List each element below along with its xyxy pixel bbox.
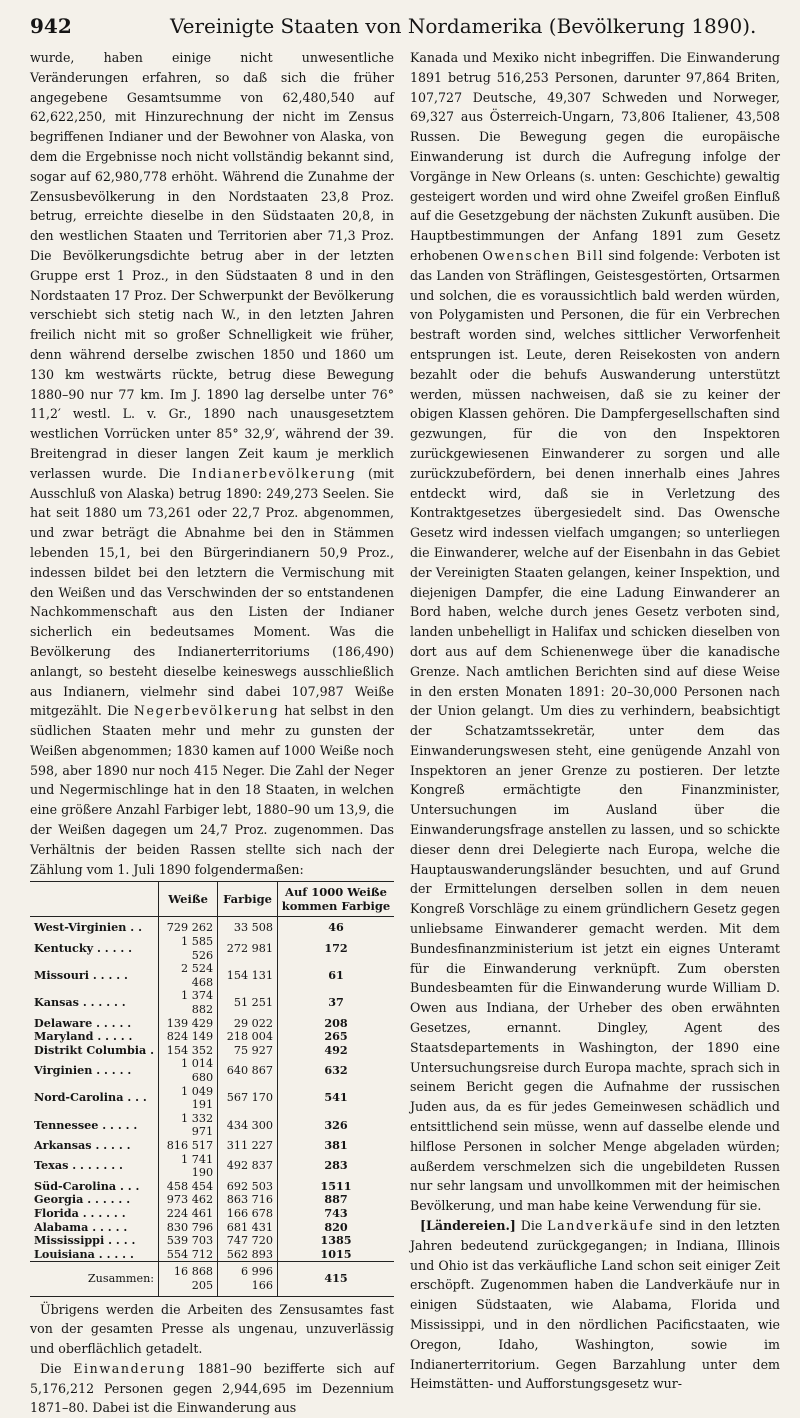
state-cell: Florida . . . . . . bbox=[34, 1205, 126, 1220]
value-cell: 554 712 bbox=[159, 1248, 218, 1262]
page-number: 942 bbox=[30, 14, 72, 38]
value-cell: 1511 bbox=[278, 1180, 395, 1194]
value-cell: 973 462 bbox=[159, 1193, 218, 1207]
state-cell: West-Virginien . . bbox=[34, 920, 142, 935]
state-cell: Missouri . . . . . bbox=[34, 968, 128, 983]
state-cell: Arkansas . . . . . bbox=[34, 1137, 131, 1152]
value-cell: 283 bbox=[278, 1153, 395, 1180]
value-cell: 1015 bbox=[278, 1248, 395, 1262]
table-row bbox=[30, 1085, 394, 1112]
table-row bbox=[30, 1234, 394, 1248]
table-row bbox=[30, 1057, 394, 1084]
table-header: Farbige bbox=[218, 882, 278, 917]
running-title: Vereinigte Staaten von Nordamerika (Bevölkerung 1890). bbox=[170, 14, 757, 38]
spaced-term: Negerbevölkerung bbox=[133, 703, 280, 719]
text: Kanada und Mexiko nicht inbegriffen. Die Einwanderung 1891 betrug 516,253 Personen, darunter 97,864 Briten, 107,727 Deutsche, 49,307 Schweden und Norweger, 69,327 aus Österreich-Ungarn, 73,806 Italiener, 43,508 Russen. Die Bewegung gegen die europäische Einwanderung ist durch die Aufregung infolge der Vorgänge in New Orleans (s. unten: Geschichte) gewaltig gesteigert worden und wird ohne Zweifel großen Einfluß auf die Gesetzgebung der nächsten Zukunft ausüben. Die Hauptbestimmungen der Anfang 1891 zum Gesetz erhobenen bbox=[410, 50, 780, 263]
state-cell: Alabama . . . . . bbox=[34, 1219, 128, 1234]
left-column bbox=[30, 48, 394, 1418]
value-cell: 2 524 468 bbox=[159, 962, 218, 989]
value-cell: 51 251 bbox=[218, 989, 278, 1016]
population-table bbox=[30, 881, 394, 1296]
text: Die bbox=[520, 1218, 543, 1234]
table-body bbox=[30, 917, 394, 1296]
value-cell: 492 bbox=[278, 1044, 395, 1058]
value-cell: 1 741 190 bbox=[159, 1153, 218, 1180]
table-header bbox=[30, 882, 159, 917]
state-cell: Delaware . . . . . bbox=[34, 1015, 132, 1030]
state-cell: Kentucky . . . . . bbox=[34, 940, 133, 955]
value-cell: 265 bbox=[278, 1030, 395, 1044]
value-cell: 539 703 bbox=[159, 1234, 218, 1248]
value-cell: 562 893 bbox=[218, 1248, 278, 1262]
right-column bbox=[410, 48, 780, 1394]
state-cell: Distrikt Columbia . bbox=[34, 1042, 155, 1057]
value-cell: 567 170 bbox=[218, 1085, 278, 1112]
state-cell: Maryland . . . . . bbox=[34, 1029, 133, 1044]
state-cell: Süd-Carolina . . . bbox=[34, 1178, 140, 1193]
table-row bbox=[30, 989, 394, 1016]
value-cell: 743 bbox=[278, 1207, 395, 1221]
state-cell: Mississippi . . . . bbox=[34, 1233, 136, 1248]
state-cell: Texas . . . . . . . bbox=[34, 1158, 123, 1173]
spaced-term: Indianerbevölkerung bbox=[191, 465, 357, 481]
value-cell: 640 867 bbox=[218, 1057, 278, 1084]
table-row bbox=[30, 1248, 394, 1262]
text: hat selbst in den südlichen Staaten mehr und mehr zu gunsten der Weißen abgenommen; 1830 kamen auf 1000 Weiße noch 598, aber 1890 nur noch 415 Neger. Die Zahl der Neger und Negermischlinge hat in den 18 Staaten, in welchen eine größere Anzahl Farbiger lebt, 1880–90 um 13,9, die der Weißen dagegen um 24,7 Proz. zugenommen. Das Verhältnis der beiden Rassen stellte sich nach der Zählung vom 1. Juli 1890 folgendermaßen: bbox=[30, 703, 394, 877]
state-cell: Nord-Carolina . . . bbox=[34, 1090, 147, 1105]
value-cell: 272 981 bbox=[218, 935, 278, 962]
value-cell: 820 bbox=[278, 1221, 395, 1235]
value-cell: 139 429 bbox=[159, 1017, 218, 1031]
state-cell: Virginien . . . . . bbox=[34, 1063, 132, 1078]
state-cell: Tennessee . . . . . bbox=[34, 1117, 138, 1132]
value-cell: 816 517 bbox=[159, 1139, 218, 1153]
state-cell: Kansas . . . . . . bbox=[34, 995, 126, 1010]
value-cell: 224 461 bbox=[159, 1207, 218, 1221]
value-cell: 218 004 bbox=[218, 1030, 278, 1044]
spaced-term: Owenschen Bill bbox=[482, 247, 605, 263]
value-cell: 1385 bbox=[278, 1234, 395, 1248]
total-value: 415 bbox=[278, 1262, 395, 1296]
value-cell: 29 022 bbox=[218, 1017, 278, 1031]
section-marker: [Ländereien.] bbox=[420, 1218, 516, 1234]
table-row bbox=[30, 1221, 394, 1235]
table-header: Weiße bbox=[159, 882, 218, 917]
value-cell: 824 149 bbox=[159, 1030, 218, 1044]
value-cell: 75 927 bbox=[218, 1044, 278, 1058]
spaced-term: Landverkäufe bbox=[547, 1218, 655, 1234]
value-cell: 692 503 bbox=[218, 1180, 278, 1194]
text: sind in den letzten Jahren bedeutend zurückgegangen; in Indiana, Illinois und Ohio ist das verkäufliche Land schon seit einiger Zeit erschöpft. Zugenommen haben die Landverkäufe nur in einigen Südstaaten, wie Alabama, Florida und Mississippi, und in den nördlichen Pacificstaaten, wie Oregon, Idaho, Washington, sowie im Indianerterritorium. Gegen Barzahlung unter dem Heimstätten- und Aufforstungsgesetz wur- bbox=[410, 1218, 780, 1392]
spaced-term: Einwanderung bbox=[73, 1360, 186, 1376]
value-cell: 37 bbox=[278, 989, 395, 1016]
value-cell: 458 454 bbox=[159, 1180, 218, 1194]
table-row bbox=[30, 1139, 394, 1153]
value-cell: 326 bbox=[278, 1112, 395, 1139]
table-row bbox=[30, 1180, 394, 1194]
table-row bbox=[30, 1207, 394, 1221]
table-row bbox=[30, 1112, 394, 1139]
table-row bbox=[30, 1193, 394, 1207]
table-header: Auf 1000 Weiße kommen Farbige bbox=[278, 882, 395, 917]
table-row bbox=[30, 935, 394, 962]
value-cell: 887 bbox=[278, 1193, 395, 1207]
value-cell: 1 049 191 bbox=[159, 1085, 218, 1112]
table-row bbox=[30, 1044, 394, 1058]
value-cell: 208 bbox=[278, 1017, 395, 1031]
value-cell: 632 bbox=[278, 1057, 395, 1084]
state-cell: Louisiana . . . . . bbox=[34, 1246, 134, 1261]
table-row bbox=[30, 917, 394, 935]
value-cell: 1 014 680 bbox=[159, 1057, 218, 1084]
value-cell: 311 227 bbox=[218, 1139, 278, 1153]
value-cell: 863 716 bbox=[218, 1193, 278, 1207]
table-total-row bbox=[30, 1262, 394, 1296]
value-cell: 61 bbox=[278, 962, 395, 989]
total-value: 16 868 205 bbox=[159, 1262, 218, 1296]
value-cell: 1 374 882 bbox=[159, 989, 218, 1016]
value-cell: 1 585 526 bbox=[159, 935, 218, 962]
left-paragraph-1 bbox=[30, 48, 394, 879]
value-cell: 1 332 971 bbox=[159, 1112, 218, 1139]
text: (mit Ausschluß von Alaska) betrug 1890: 249,273 Seelen. Sie hat seit 1880 um 73,261 oder 22,7 Proz. abgenommen, und zwar beträgt die Abnahme bei den in Stämmen lebenden 15,1, bei den Bürgerindianern 50,9 Proz., indessen bildet bei den letztern die Vermischung mit den Weißen und das Verschwinden der so entstandenen Nachkommenschaft aus den Listen der Indianer sicherlich ein bedeutsames Moment. Was die Bevölkerung des Indianerterritoriums (186,490) anlangt, so besteht dieselbe keineswegs ausschließlich aus Indianern, vielmehr sind dabei 107,987 Weiße mitgezählt. Die bbox=[30, 465, 394, 719]
value-cell: 381 bbox=[278, 1139, 395, 1153]
value-cell: 830 796 bbox=[159, 1221, 218, 1235]
left-paragraph-2: Übrigens werden die Arbeiten des Zensusamtes fast von der gesamten Presse als ungenau, unzuverlässig und oberflächlich getadelt. bbox=[30, 1301, 394, 1357]
value-cell: 681 431 bbox=[218, 1221, 278, 1235]
right-paragraph-1 bbox=[410, 48, 780, 1216]
value-cell: 154 131 bbox=[218, 962, 278, 989]
value-cell: 172 bbox=[278, 935, 395, 962]
text: sind folgende: Verboten ist das Landen von Sträflingen, Geistesgestörten, Ortsarmen und solchen, die es voraussichtlich bald werden würden, von Polygamisten und Personen, die für ein Verbrechen bestraft worden sind, welches sittlicher Verworfenheit entsprungen ist. Leute, deren Reisekosten von andern bezahlt oder die behufs Auswanderung unterstützt werden, müssen nachweisen, daß sie zu keiner der obigen Klassen gehören. Die Dampfergesellschaften sind gezwungen, für die von den Inspektoren zurückgewiesenen Einwanderer zu sorgen und alle zurückzubefördern, bei denen innerhalb eines Jahres entdeckt wird, daß sie in Verletzung des Kontraktgesetzes übergesiedelt sind. Das Owensche Gesetz wird indessen vielfach umgangen; so unterliegen die Einwanderer, welche auf der Eisenbahn in das Gebiet der Vereinigten Staaten gelangen, keiner Inspektion, und diejenigen Dampfer, die eine Ladung Einwanderer an Bord haben, welche durch jenes Gesetz verboten sind, landen unbehelligt in Halifax und schicken dieselben von dort aus auf dem Schienenwege über die kanadische Grenze. Nach amtlichen Berichten sind auf diese Weise in den ersten Monaten 1891: 20–30,000 Personen nach der Union gelangt. Um dies zu verhindern, beabsichtigt der Schatzamtssekretär, unter dem das Einwanderungswesen steht, eine genügende Anzahl von Inspektoren an jener Grenze zu postieren. Der letzte Kongreß ermächtigte den Finanzminister, Untersuchungen im Ausland über die Einwanderungsfrage anstellen zu lassen, und so schickte dieser denn drei Delegierte nach Europa, welche die Hauptauswanderungsländer besuchten, und auf Grund der Ermittelungen derselben sollen in dem neuen Kongreß Vorschläge zu einem gründlichern Gesetz gegen unliebsame Einwanderer gemacht werden. Mit dem Bundesfinanzministerium ist jetzt ein eignes Unteramt für die Einwanderung verknüpft. Zum obersten Bundesbeamten für die Einwanderung wurde William D. Owen aus Indiana, der Urheber des oben erwähnten Gesetzes, ernannt. Dingley, Agent des Staatsdepartements in Washington, der 1890 eine Untersuchungsreise durch Europa machte, sprach sich in seinem Bericht gegen die Aufnahme der russischen Juden aus, da es für jedes Gemeinwesen schädlich und entsittlichend sein müsse, wenn auf dasselbe elende und hilflose Personen in solcher Menge abgeladen würden; außerdem verschmelzen sich die ungebildeten Russen nur sehr langsam und unvollkommen mit der heimischen Bevölkerung, und man habe keine Verwendung für sie. bbox=[410, 247, 780, 1214]
left-paragraph-3 bbox=[30, 1359, 394, 1418]
total-value: 6 996 166 bbox=[218, 1262, 278, 1296]
text: wurde, haben einige nicht unwesentliche Veränderungen erfahren, so daß sich die früher angegebene Gesamtsumme von 62,480,540 auf 62,622,250, mit Hinzurechnung der nicht im Zensus begriffenen Indianer und der Bewohner von Alaska, von dem die Ergebnisse noch nicht vollständig bekannt sind, sogar auf 62,980,778 erhöht. Während die Zunahme der Zensusbevölkerung in den Nordstaaten 23,8 Proz. betrug, erreichte dieselbe in den Südstaaten 20,8, in den westlichen Staaten und Territorien aber 71,3 Proz. Die Bevölkerungsdichte betrug aber in der letzten Gruppe erst 1 Proz., in den Südstaaten 8 und in den Nordstaaten 17 Proz. Der Schwerpunkt der Bevölkerung verschiebt sich stetig nach W., in den letzten Jahren freilich nicht mit so großer Schnelligkeit wie früher, denn während derselbe zwischen 1850 und 1860 um 130 km westwärts rückte, betrug diese Bewegung 1880–90 nur 77 km. Im J. 1890 lag derselbe unter 76° 11,2′ westl. L. v. Gr., 1890 nach unausgesetztem westlichen Vorrücken unter 85° 32,9′, während der 39. Breitengrad in dieser langen Zeit kaum je merklich verlassen wurde. Die bbox=[30, 50, 394, 481]
value-cell: 541 bbox=[278, 1085, 395, 1112]
value-cell: 747 720 bbox=[218, 1234, 278, 1248]
table-header-row bbox=[30, 882, 394, 917]
value-cell: 729 262 bbox=[159, 917, 218, 935]
table-row bbox=[30, 962, 394, 989]
total-label: Zusammen: bbox=[30, 1262, 159, 1296]
value-cell: 166 678 bbox=[218, 1207, 278, 1221]
state-cell: Georgia . . . . . . bbox=[34, 1192, 131, 1207]
value-cell: 154 352 bbox=[159, 1044, 218, 1058]
right-paragraph-2 bbox=[410, 1216, 780, 1394]
value-cell: 33 508 bbox=[218, 917, 278, 935]
value-cell: 46 bbox=[278, 917, 395, 935]
value-cell: 434 300 bbox=[218, 1112, 278, 1139]
text: 1881–90 bezifferte sich auf 5,176,212 Personen gegen 2,944,695 im Dezennium 1871–80. Dabei ist die Einwanderung aus bbox=[30, 1360, 394, 1416]
text: Die bbox=[40, 1360, 62, 1376]
table-row bbox=[30, 1017, 394, 1031]
table-row bbox=[30, 1030, 394, 1044]
page-header bbox=[30, 8, 782, 48]
table-row bbox=[30, 1153, 394, 1180]
value-cell: 492 837 bbox=[218, 1153, 278, 1180]
